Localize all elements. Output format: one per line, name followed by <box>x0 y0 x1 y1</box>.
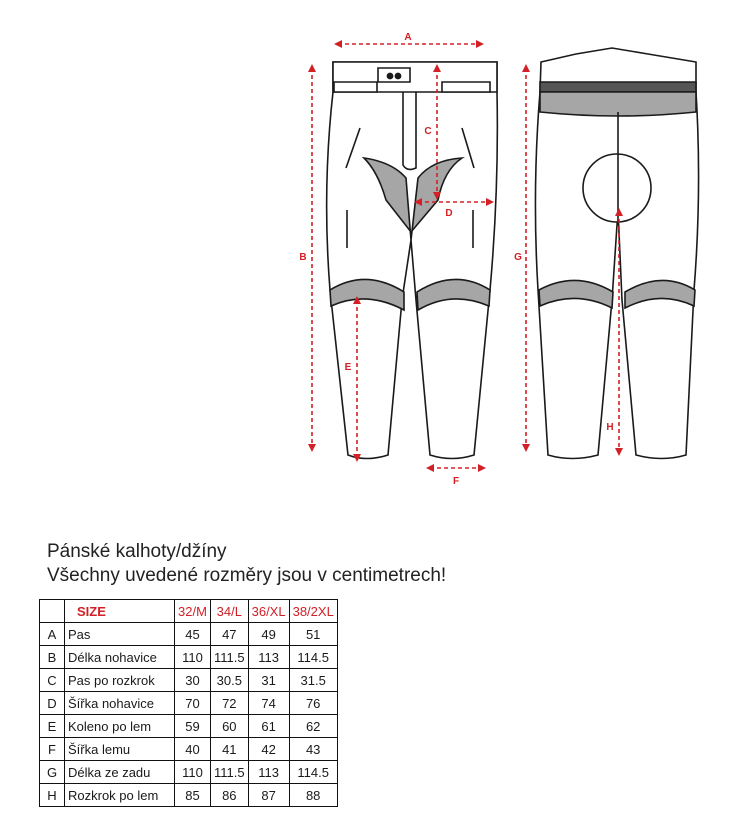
row-name: Pas po rozkrok <box>65 669 175 692</box>
label-h: H <box>606 422 614 433</box>
row-value: 76 <box>289 692 337 715</box>
row-value: 113 <box>248 761 289 784</box>
row-value: 51 <box>289 623 337 646</box>
row-value: 31 <box>248 669 289 692</box>
table-row <box>40 669 338 692</box>
row-value: 49 <box>248 623 289 646</box>
label-a: A <box>404 32 412 43</box>
row-letter: E <box>40 715 65 738</box>
front-view-pants <box>327 62 498 459</box>
size-table <box>39 599 338 807</box>
row-value: 110 <box>175 646 211 669</box>
row-value: 88 <box>289 784 337 807</box>
row-letter: C <box>40 669 65 692</box>
label-g: G <box>514 252 522 263</box>
row-value: 114.5 <box>289 761 337 784</box>
page-title: Pánské kalhoty/džíny <box>47 541 227 562</box>
row-value: 59 <box>175 715 211 738</box>
header-size-2xl: 38/2XL <box>289 600 337 623</box>
table-row <box>40 738 338 761</box>
row-value: 87 <box>248 784 289 807</box>
row-value: 111.5 <box>211 646 249 669</box>
row-name: Šířka nohavice <box>65 692 175 715</box>
header-size-label: SIZE <box>65 600 175 623</box>
row-value: 110 <box>175 761 211 784</box>
row-value: 43 <box>289 738 337 761</box>
table-row <box>40 623 338 646</box>
row-name: Rozkrok po lem <box>65 784 175 807</box>
row-letter: B <box>40 646 65 669</box>
table-header-row <box>40 600 338 623</box>
row-value: 45 <box>175 623 211 646</box>
label-c: C <box>424 126 432 137</box>
row-name: Koleno po lem <box>65 715 175 738</box>
row-value: 111.5 <box>211 761 249 784</box>
back-view-pants <box>535 48 698 459</box>
label-d: D <box>445 208 453 219</box>
row-value: 113 <box>248 646 289 669</box>
row-value: 41 <box>211 738 249 761</box>
table-row <box>40 692 338 715</box>
table-row <box>40 715 338 738</box>
row-value: 42 <box>248 738 289 761</box>
row-value: 114.5 <box>289 646 337 669</box>
row-letter: G <box>40 761 65 784</box>
table-row <box>40 761 338 784</box>
row-value: 61 <box>248 715 289 738</box>
row-value: 72 <box>211 692 249 715</box>
row-value: 30 <box>175 669 211 692</box>
row-value: 86 <box>211 784 249 807</box>
row-name: Šířka lemu <box>65 738 175 761</box>
row-name: Délka ze zadu <box>65 761 175 784</box>
label-e: E <box>344 362 352 373</box>
row-value: 40 <box>175 738 211 761</box>
label-b: B <box>299 252 307 263</box>
row-value: 30.5 <box>211 669 249 692</box>
header-size-xl: 36/XL <box>248 600 289 623</box>
row-name: Pas <box>65 623 175 646</box>
row-name: Délka nohavice <box>65 646 175 669</box>
row-value: 60 <box>211 715 249 738</box>
row-value: 85 <box>175 784 211 807</box>
row-letter: D <box>40 692 65 715</box>
row-letter: H <box>40 784 65 807</box>
table-row <box>40 784 338 807</box>
row-letter: F <box>40 738 65 761</box>
page-subtitle: Všechny uvedené rozměry jsou v centimetrech! <box>47 565 447 586</box>
label-f: F <box>452 476 460 487</box>
row-value: 70 <box>175 692 211 715</box>
row-value: 31.5 <box>289 669 337 692</box>
row-value: 62 <box>289 715 337 738</box>
row-value: 47 <box>211 623 249 646</box>
header-size-m: 32/M <box>175 600 211 623</box>
table-row <box>40 646 338 669</box>
row-value: 74 <box>248 692 289 715</box>
row-letter: A <box>40 623 65 646</box>
header-empty-cell <box>40 600 65 623</box>
header-size-l: 34/L <box>211 600 249 623</box>
